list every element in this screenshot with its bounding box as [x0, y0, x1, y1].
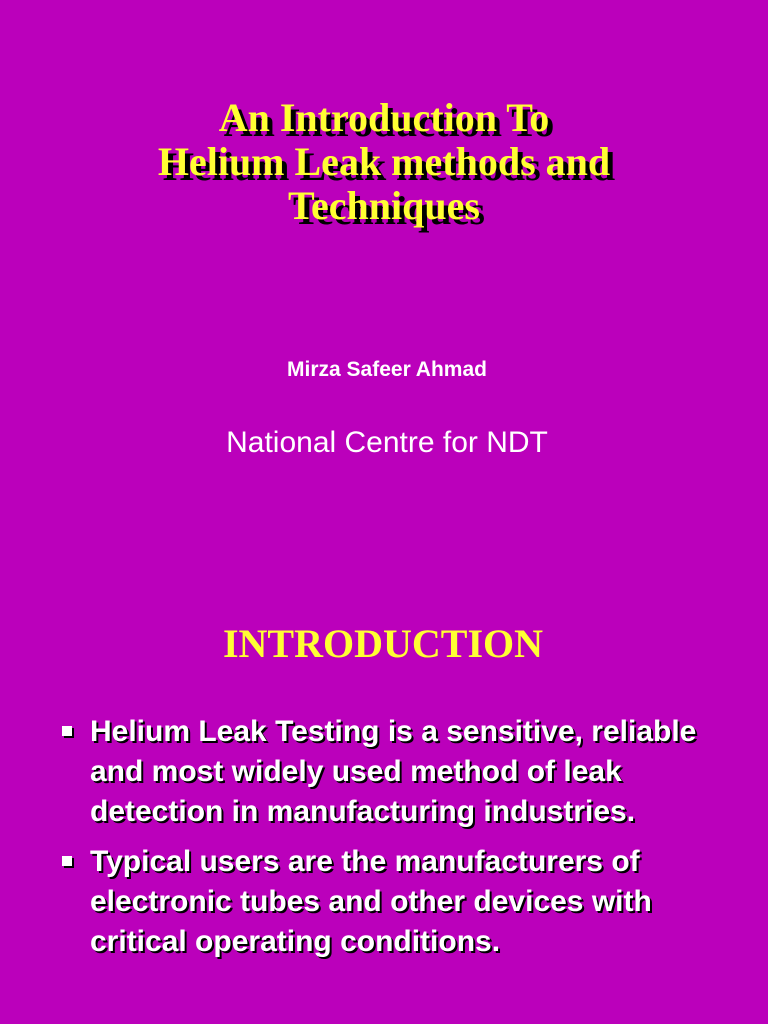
bullet-text: Typical users are the manufacturers of electronic tubes and other devices with critical operating conditions.: [90, 845, 652, 958]
author-name: Mirza Safeer Ahmad: [287, 358, 487, 381]
bullet-text: Helium Leak Testing is a sensitive, reliable and most widely used method of leak detection in manufacturing industries.: [90, 715, 697, 828]
organization-name: National Centre for NDT: [226, 426, 548, 459]
slide-title: [0, 96, 768, 228]
bullet-item: [60, 712, 730, 832]
bullet-item: [60, 842, 730, 962]
section-heading: INTRODUCTION: [222, 621, 544, 666]
square-bullet-icon: [62, 856, 72, 866]
square-bullet-icon: [62, 726, 72, 736]
title-line-3: Techniques: [288, 183, 480, 228]
title-line-2: Helium Leak methods and: [157, 139, 611, 184]
title-line-1: An Introduction To: [218, 95, 550, 140]
bullet-list: [60, 712, 730, 972]
